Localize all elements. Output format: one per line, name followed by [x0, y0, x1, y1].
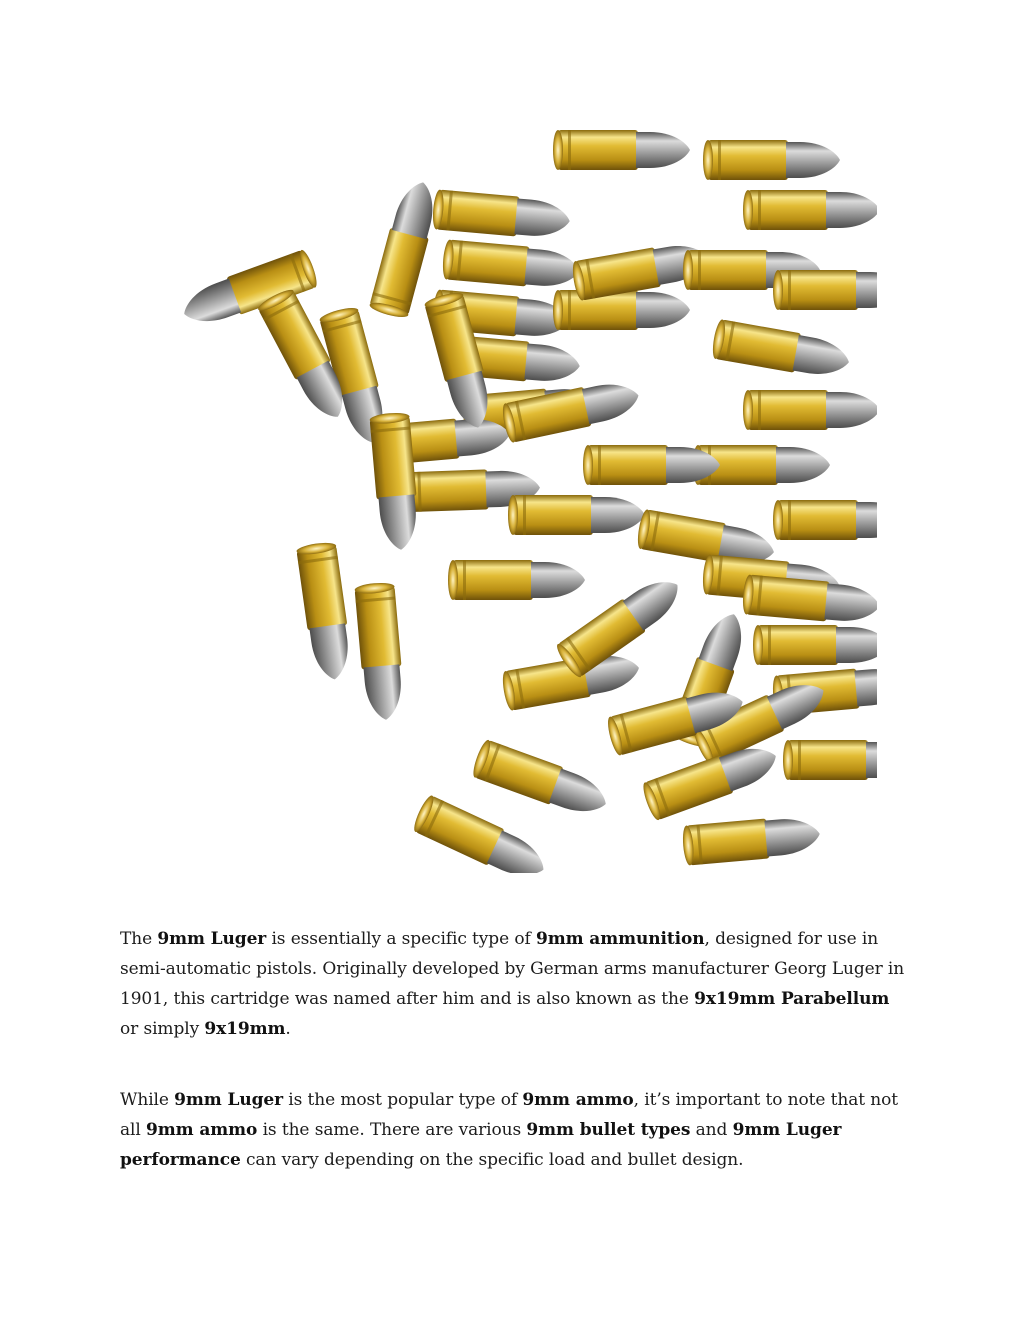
- cartridge-icon: [500, 376, 642, 444]
- keyword-9mm-ammo: 9mm ammo: [146, 1120, 258, 1140]
- cartridge-icon: [442, 239, 582, 291]
- cartridge-icon: [783, 740, 877, 780]
- ammunition-photo: [120, 120, 877, 873]
- cartridge-icon: [448, 560, 585, 600]
- article-body: [120, 924, 910, 1216]
- cartridge-icon: [773, 500, 877, 540]
- cartridge-icon: [711, 319, 853, 382]
- cartridge-icon: [682, 814, 822, 866]
- keyword-9mm-ammunition: 9mm ammunition: [535, 929, 705, 949]
- cartridge-icon: [743, 390, 877, 430]
- cartridge-icon: [583, 445, 720, 485]
- keyword-9x19mm: 9x19mm: [204, 1019, 286, 1039]
- keyword-9mm-luger-performance: 9mm Luger performance: [120, 1120, 842, 1170]
- cartridge-icon: [743, 190, 877, 230]
- cartridge-icon: [411, 794, 552, 873]
- cartridge-icon: [773, 270, 877, 310]
- cartridge-icon: [553, 130, 690, 170]
- paragraph-types: While 9mm Luger is the most popular type of 9mm ammo, it’s important to note that not all 9mm ammo is the same. There are various 9mm bullet types and 9mm Luger performance can vary depending on the specific load and bullet design.: [120, 1090, 899, 1170]
- paragraph-intro: The 9mm Luger is essentially a specific type of 9mm ammunition, designed for use in semi-automatic pistols. Originally developed by German arms manufacturer Georg Luger in 1901, this cartridge was named after him and is also known as the 9x19mm Parabellum or simply 9x19mm.: [120, 929, 905, 1039]
- cartridge-icon: [470, 738, 612, 822]
- cartridge-icon: [508, 495, 645, 535]
- cartridge-icon: [553, 290, 690, 330]
- keyword-9mm-luger: 9mm Luger: [157, 929, 267, 949]
- keyword-9mm-luger: 9mm Luger: [174, 1090, 283, 1110]
- keyword-9mm-ammo: 9mm ammo: [522, 1090, 634, 1110]
- cartridges-illustration: [120, 120, 877, 873]
- cartridge-icon: [368, 177, 442, 320]
- cartridge-icon: [432, 189, 572, 241]
- cartridge-icon: [753, 625, 877, 665]
- cartridge-icon: [296, 541, 355, 682]
- cartridge-icon: [354, 582, 406, 722]
- keyword-9x19mm-parabellum: 9x19mm Parabellum: [694, 989, 890, 1009]
- cartridge-icon: [703, 140, 840, 180]
- cartridge-icon: [742, 574, 877, 626]
- keyword-9mm-bullet-types: 9mm bullet types: [526, 1120, 691, 1140]
